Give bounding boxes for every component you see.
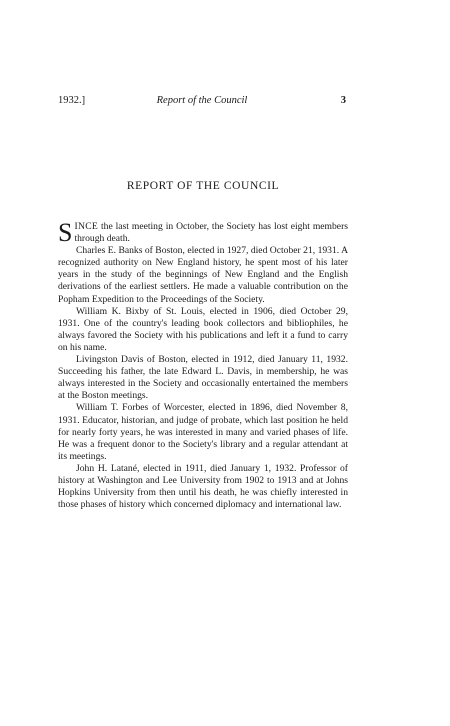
running-head [58, 95, 346, 109]
page-number: 3 [340, 95, 346, 106]
report-body [58, 218, 348, 511]
paragraph-davis: Livingston Davis of Boston, elected in 1912, died January 11, 1932. Succeeding his father, the late Edward L. Davis, in membership, he was always interested in the Society and occasionally entertained the members at the Boston meetings. [58, 354, 348, 402]
paragraph-intro [58, 218, 348, 247]
paragraph-forbes: William T. Forbes of Worcester, elected in 1896, died November 8, 1931. Educator, historian, and judge of probate, which last position he held for nearly forty years, he was interested in many and varied phases of life. He was a frequent donor to the Society's library and a regular attendant at its meetings. [58, 402, 348, 462]
intro-lead-word: INCE [74, 221, 99, 232]
paragraph-latane: John H. Latané, elected in 1911, died January 1, 1932. Professor of history at Washington and Lee University from 1902 to 1913 and at Johns Hopkins University from then until his death, he was chiefly interested in those phases of history which concerned diplomacy and international law. [58, 462, 348, 511]
paragraph-bixby: William K. Bixby of St. Louis, elected in 1906, died October 29, 1931. One of the country's leading book collectors and bibliophiles, he always favored the Society with his publications and left it a fund to carry on his name. [58, 305, 348, 353]
intro-text: the last meeting in October, the Society has lost eight members through death. [74, 221, 348, 245]
running-head-year: 1932.] [58, 95, 86, 106]
paragraph-banks: Charles E. Banks of Boston, elected in 1927, died October 21, 1931. A recognized authority on New England history, he spent most of his later years in the study of the beginnings of New England and the English derivations of the earliest settlers. He made a valuable contribution on the Popham Expedition to the Proceedings of the Society. [58, 245, 348, 305]
report-heading: REPORT OF THE COUNCIL [126, 180, 280, 192]
running-head-title: Report of the Council [156, 95, 248, 106]
drop-cap: S [58, 218, 73, 247]
